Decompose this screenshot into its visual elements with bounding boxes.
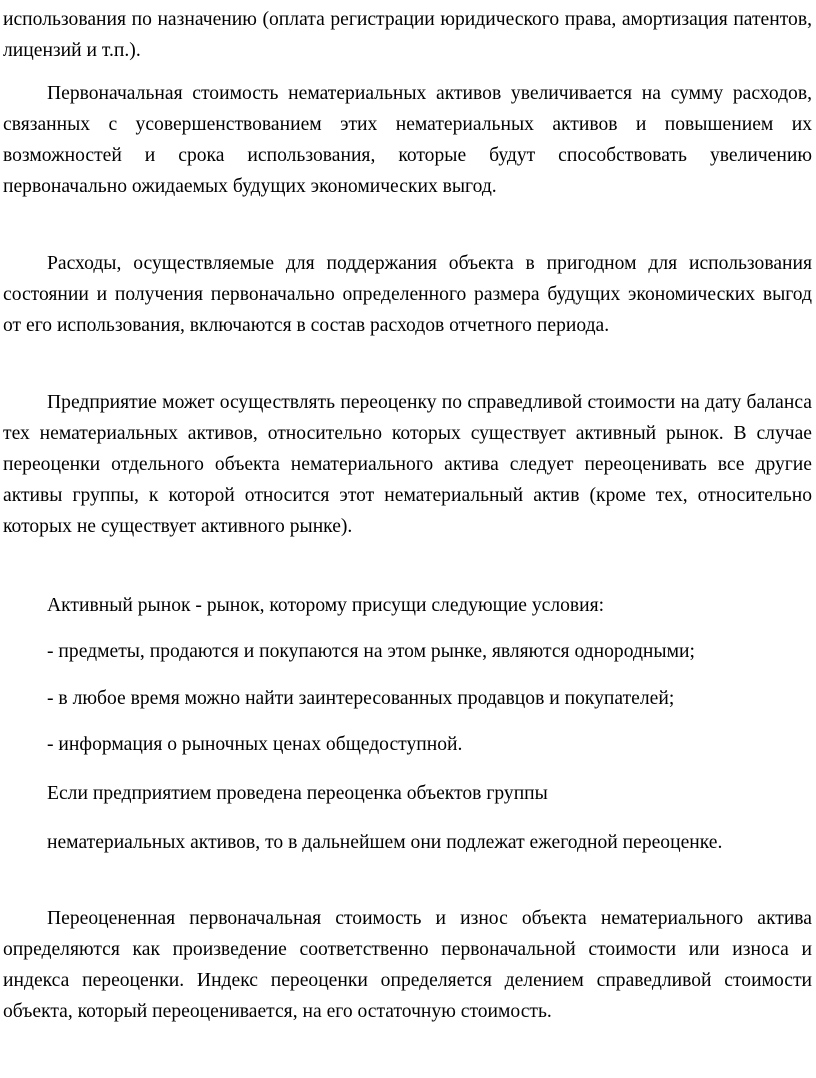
list-item-homogeneous: - предметы, продаются и покупаются на этом рынке, являются однородными; xyxy=(47,641,695,662)
list-item-buyers-sellers: - в любое время можно найти заинтересованных продавцов и покупателей; xyxy=(47,688,675,709)
paragraph-continuation: использования по назначению (оплата регистрации юридического права, амортизация патентов, лицензий и т.п.). xyxy=(3,9,812,61)
paragraph-revaluation-index: Переоцененная первоначальная стоимость и износ объекта нематериального актива определяются как произведение соответственно первоначальной стоимости или износа и индекса переоценки. Индекс переоценки определяется делением справедливой стоимости объекта, который переоценивается, на его остаточную стоимость. xyxy=(3,908,812,1022)
list-item-public-prices: - информация о рыночных ценах общедоступной. xyxy=(47,734,463,755)
paragraph-group-revaluation: Если предприятием проведена переоценка объектов группы xyxy=(47,783,548,804)
paragraph-maintenance-expenses: Расходы, осуществляемые для поддержания объекта в пригодном для использования состоянии и получения первоначально определенного размера будущих экономических выгод от его использования, включаются в состав расходов отчетного периода. xyxy=(3,253,812,336)
paragraph-revaluation: Предприятие может осуществлять переоценку по справедливой стоимости на дату баланса тех нематериальных активов, относительно которых существует активный рынок. В случае переоценки отдельного объекта нематериального актива следует переоценивать все другие активы группы, к которой относится этот нематериальный актив (кроме тех, относительно которых не существует активного рынке). xyxy=(3,392,812,537)
paragraph-initial-cost-increase: Первоначальная стоимость нематериальных активов увеличивается на сумму расходов, связанных с усовершенствованием этих нематериальных активов и повышением их возможностей и срока использования, которые будут способствовать увеличению первоначально ожидаемых будущих экономических выгод. xyxy=(3,83,812,197)
paragraph-active-market: Активный рынок - рынок, которому присущи следующие условия: xyxy=(47,595,605,616)
paragraph-annual-revaluation: нематериальных активов, то в дальнейшем они подлежат ежегодной переоценке. xyxy=(47,832,723,853)
